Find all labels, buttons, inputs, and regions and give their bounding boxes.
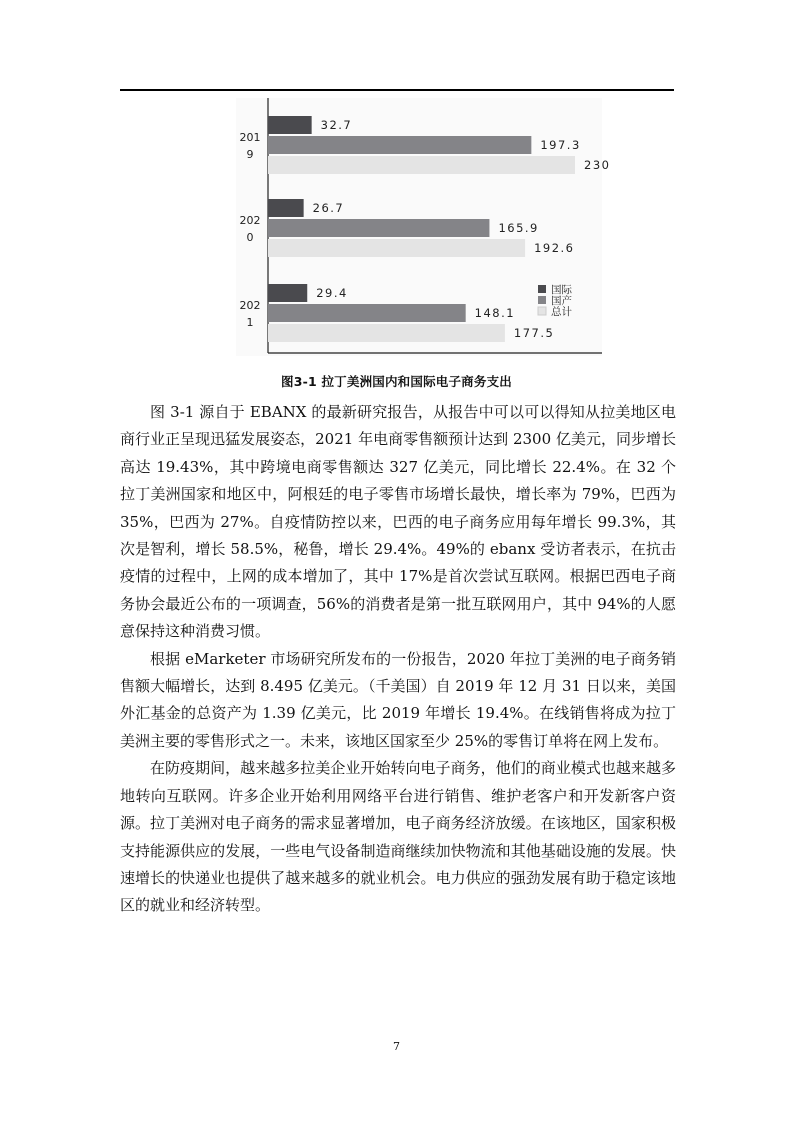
bar-value-label: 165.9 <box>498 221 539 235</box>
category-label: 1 <box>246 316 254 329</box>
bar <box>268 324 505 342</box>
category-label: 9 <box>246 148 254 161</box>
legend-label: 国产 <box>551 295 572 307</box>
bar-value-label: 32.7 <box>320 118 353 132</box>
bar-value-label: 148.1 <box>474 306 516 320</box>
category-label: 0 <box>246 231 254 244</box>
bar-chart <box>236 98 611 356</box>
bar <box>268 156 575 174</box>
legend-label: 总计 <box>551 306 572 318</box>
body-text <box>120 399 676 920</box>
paragraph-2: 根据 eMarketer 市场研究所发布的一份报告，2020 年拉丁美洲的电子商务销售额大幅增长，达到 8.495 亿美元。（千美国）自 2019 年 12 月 31 日以来，美国外汇基金的总资产为 1.39 亿美元，比 2019 年增长 19.4%。在线销售将成为拉丁美洲主要的零售形式之一。未来，该地区国家至少 25%的零售订单将在网上发布。 <box>120 649 676 750</box>
page-number: 7 <box>393 1040 400 1053</box>
paragraph-1: 图 3-1 源自于 EBANX 的最新研究报告，从报告中可以可以得知从拉美地区电商行业正呈现迅猛发展姿态，2021 年电商零售额预计达到 2300 亿美元，同步增长高达 19.43%，其中跨境电商零售额达 327 亿美元，同比增长 22.4%。在 32 个拉丁美洲国家和地区中，阿根廷的电子零售市场增长最快，增长率为 79%，巴西为 35%，巴西为 27%。自疫情防控以来，巴西的电子商务应用每年增长 99.3%，其次是智利，增长 58.5%，秘鲁，增长 29.4%。49%的 ebanx 受访者表示，在抗击疫情的过程中，上网的成本增加了，其中 17%是首次尝试互联网。根据巴西电子商务协会最近公布的一项调查，56%的消费者是第一批互联网用户，其中 94%的人愿意保持这种消费习惯。 <box>120 403 676 641</box>
bar <box>268 219 489 237</box>
bar <box>268 199 304 217</box>
paragraph-3: 在防疫期间，越来越多拉美企业开始转向电子商务，他们的商业模式也越来越多地转向互联网。许多企业开始利用网络平台进行销售、维护老客户和开发新客户资源。拉丁美洲对电子商务的需求显著增加，电子商务经济放缓。在该地区，国家积极支持能源供应的发展，一些电气设备制造商继续加快物流和其他基础设施的发展。快速增长的快递业也提供了越来越多的就业机会。电力供应的强劲发展有助于稳定该地区的就业和经济转型。 <box>120 759 676 915</box>
bar-value-label: 177.5 <box>513 326 555 340</box>
bar-value-label: 29.4 <box>316 286 348 300</box>
legend-swatch <box>538 285 546 293</box>
bar <box>268 239 525 257</box>
legend-label: 国际 <box>551 284 572 296</box>
category-label: 201 <box>239 131 261 144</box>
header-rule <box>120 89 674 91</box>
bar-value-label: 197.3 <box>540 138 581 152</box>
bar <box>268 304 466 322</box>
bar-value-label: 192.6 <box>534 241 575 255</box>
bar-value-label: 26.7 <box>312 201 345 215</box>
bar-value-label: 230 <box>584 158 611 172</box>
bar <box>268 136 531 154</box>
category-label: 202 <box>239 214 261 227</box>
figure-caption: 图3-1 拉丁美洲国内和国际电子商务支出 <box>281 374 512 389</box>
chart-svg <box>236 98 611 356</box>
category-label: 202 <box>239 299 261 312</box>
legend-swatch <box>538 296 546 304</box>
bar <box>268 284 307 302</box>
bar <box>268 116 312 134</box>
legend-swatch <box>538 307 546 315</box>
